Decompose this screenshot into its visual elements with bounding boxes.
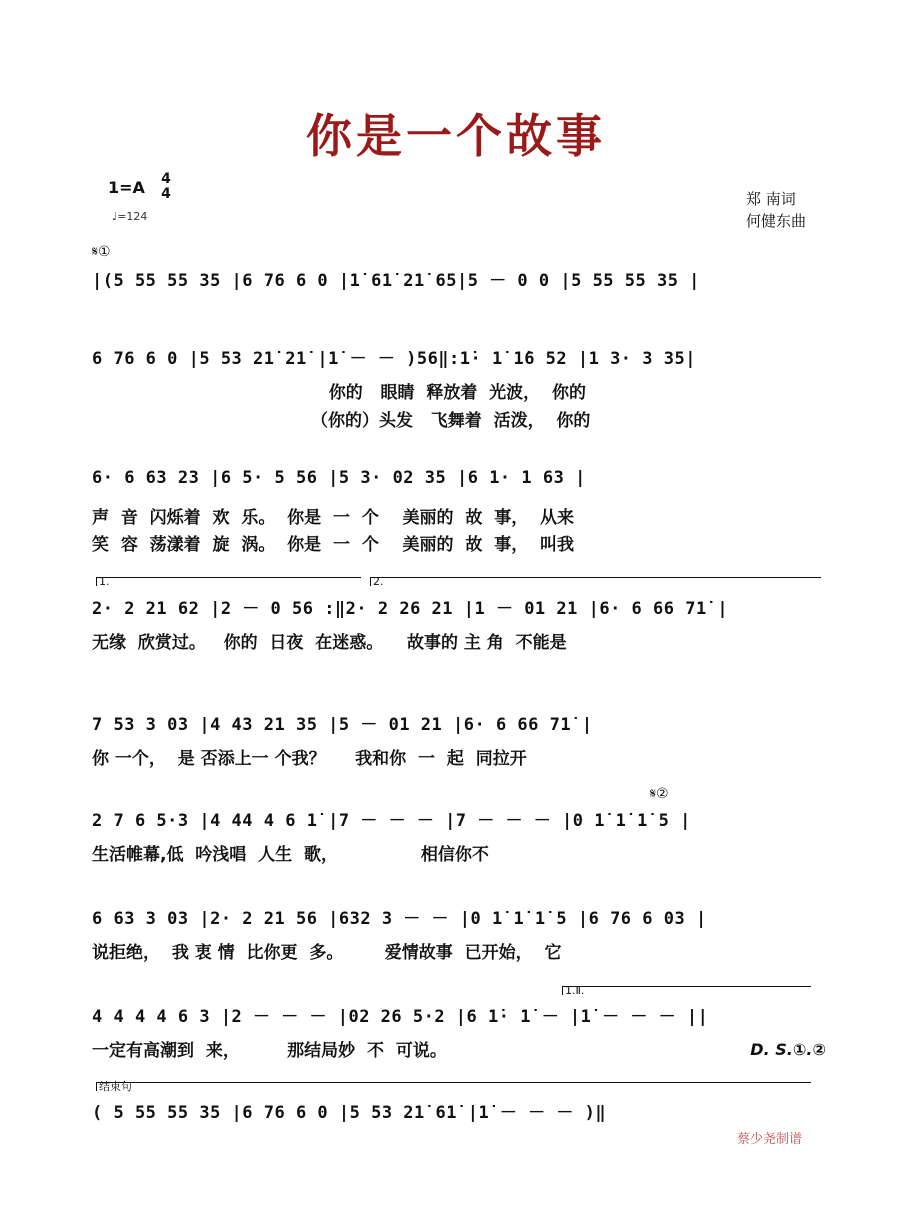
lyric-row-4: 无缘 欣赏过。 你的 日夜 在迷惑。 故事的 主 角 不能是 xyxy=(92,633,567,653)
lyric-row-8: 一定有高潮到 来， 那结局妙 不 可说。 xyxy=(92,1041,447,1061)
notation-row-7: 6 63 3 03 |2· 2 21 56 |632 3 － － |0 1̇ 1̇ 1̇ 5 |6 76 6 03 | xyxy=(92,909,707,929)
credits xyxy=(746,188,806,232)
volta-1: 1. xyxy=(96,577,361,586)
song-title: 你是一个故事 xyxy=(306,109,606,163)
notation-row-5: 7 53 3 03 |4 43 21 35 |5 － 01 21 |6· 6 66 71̇ | xyxy=(92,715,593,735)
key-signature: 1=A xyxy=(108,178,145,197)
segno-mark-1: 𝄋① xyxy=(92,244,111,260)
ending-bracket: 结束句 xyxy=(96,1082,811,1091)
volta-2: 2. xyxy=(370,577,821,586)
time-signature xyxy=(156,172,176,202)
lyric-row-6: 生活帷幕,低 吟浅唱 人生 歌， 相信你不 xyxy=(92,845,489,865)
segno-mark-2: 𝄋② xyxy=(650,786,669,802)
notation-row-9: ( 5 55 55 35 |6 76 6 0 |5 53 21̇ 61̇ |1̇ － － － )‖ xyxy=(92,1103,607,1123)
notation-row-6: 2 7 6 5·3 |4 44 4 6 1̇ |7 － － － |7 － － － |0 1̇ 1̇ 1̇ 5 | xyxy=(92,811,691,831)
meter-top: 4 xyxy=(161,171,171,187)
tempo-mark: ♩=124 xyxy=(112,210,148,223)
notation-row-1: |(5 55 55 35 |6 76 6 0 |1̇ 61̇ 21̇ 65|5 － 0 0 |5 55 55 35 | xyxy=(92,271,700,291)
volta-end: 1.Ⅱ. xyxy=(562,986,811,995)
meter-bottom: 4 xyxy=(161,186,171,202)
lyricist: 郑 南词 xyxy=(745,190,796,208)
notation-row-2: 6 76 6 0 |5 53 21̇ 21̇ |1̇ － － )56‖:1̇· 1̇ 1̇6 52 |1 3· 3 35| xyxy=(92,349,696,369)
notation-row-8: 4 4 4 4 6 3 |2 － － － |02 26 5·2 |6 1̇· 1̇ － |1̇ － － － || xyxy=(92,1007,709,1027)
notation-row-3: 6· 6 63 23 |6 5· 5 56 |5 3· 02 35 |6 1· 1 63 | xyxy=(92,468,586,488)
lyric-row-7: 说拒绝， 我 衷 情 比你更 多。 爱情故事 已开始， 它 xyxy=(92,943,562,963)
transcriber-signature: 蔡少尧制谱 xyxy=(736,1132,802,1147)
notation-row-4: 2· 2 21 62 |2 － 0 56 :‖2· 2 26 21 |1 － 01 21 |6· 6 66 71̇ | xyxy=(92,599,729,619)
lyric-row-3a: 声 音 闪烁着 欢 乐。 你是 一 个 美丽的 故 事， 从来 xyxy=(92,508,575,528)
composer: 何健东曲 xyxy=(745,212,806,230)
ds-mark: D. S.①.② xyxy=(750,1040,826,1059)
lyric-row-5: 你 一个， 是 否添上一 个我？ 我和你 一 起 同拉开 xyxy=(92,749,527,769)
lyric-row-3b: 笑 容 荡漾着 旋 涡。 你是 一 个 美丽的 故 事， 叫我 xyxy=(92,535,575,555)
lyric-row-2b: （你的）头发 飞舞着 活泼， 你的 xyxy=(92,411,591,431)
lyric-row-2a: 你的 眼睛 释放着 光波， 你的 xyxy=(92,383,587,403)
